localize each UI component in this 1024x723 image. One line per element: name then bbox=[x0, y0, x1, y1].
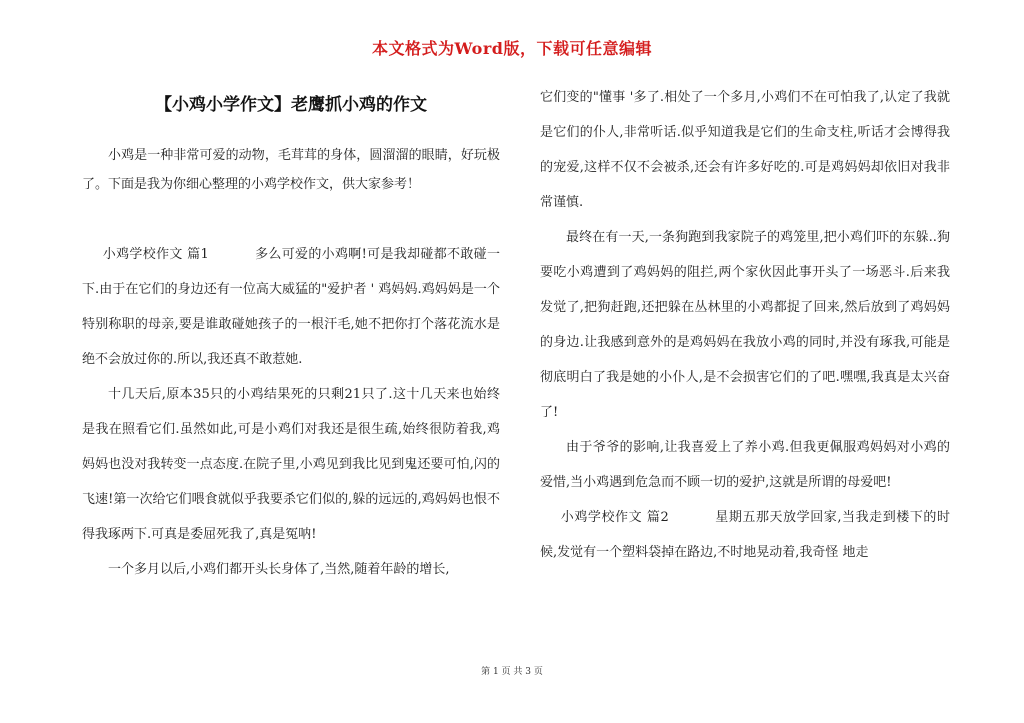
section-2-paragraph bbox=[540, 500, 950, 570]
intro-paragraph: 小鸡是一种非常可爱的动物，毛茸茸的身体，圆溜溜的眼睛，好玩极了。下面是我为你细心整理的小鸡学校作文，供大家参考！ bbox=[82, 148, 500, 192]
section-2-label: 小鸡学校作文 篇2 bbox=[560, 510, 669, 525]
section-1-paragraph bbox=[82, 237, 500, 377]
section-2-text: 星期五那天放学回家,当我走到楼下的时候,发觉有一个塑料袋掉在路边,不时地晃动着,我奇怪 地走 bbox=[540, 510, 950, 560]
paragraph-5: 由于爷爷的影响,让我喜爱上了养小鸡.但我更佩服鸡妈妈对小鸡的爱惜,当小鸡遇到危急而不顾一切的爱护,这就是所谓的母爱吧! bbox=[540, 440, 950, 490]
paragraph-2: 十几天后,原本35只的小鸡结果死的只剩21只了.这十几天来也始终是我在照看它们.虽然如此,可是小鸡们对我还是很生疏,始终很防着我,鸡妈妈也没对我转变一点态度.在院子里,小鸡见到我比见到鬼还要可怕,闪的飞速!第一次给它们喂食就似乎我要杀它们似的,躲的远远的,鸡妈妈也恨不得我琢两下.可真是委屈死我了,真是冤呐! bbox=[82, 387, 500, 542]
paragraph-3: 一个多月以后,小鸡们都开头长身体了,当然,随着年龄的增长, bbox=[108, 562, 450, 577]
continuation-paragraph: 它们变的"懂事 '多了.相处了一个多月,小鸡们不在可怕我了,认定了我就是它们的仆人,非常听话.似乎知道我是它们的生命支柱,听话才会博得我的宠爱,这样不仅不会被杀,还会有许多好吃的.可是鸡妈妈却依旧对我非常谨慎. bbox=[540, 90, 950, 210]
spacer bbox=[82, 199, 500, 237]
right-column bbox=[540, 80, 950, 570]
page-number-footer: 第 1 页 共 3 页 bbox=[481, 667, 543, 677]
article-title: 【小鸡小学作文】老鹰抓小鸡的作文 bbox=[155, 95, 427, 115]
left-column bbox=[82, 80, 500, 587]
section-1-text: 多么可爱的小鸡啊!可是我却碰都不敢碰一下.由于在它们的身边还有一位高大威猛的"爱护者 ' 鸡妈妈.鸡妈妈是一个特别称职的母亲,要是谁敢碰她孩子的一根汗毛,她不把你打个落花流水是绝不会放过你的.所以,我还真不敢惹她. bbox=[82, 247, 500, 367]
section-1-label: 小鸡学校作文 篇1 bbox=[102, 247, 209, 262]
word-format-banner: 本文格式为Word版，下载可任意编辑 bbox=[372, 39, 652, 58]
paragraph-4: 最终在有一天,一条狗跑到我家院子的鸡笼里,把小鸡们吓的东躲..狗要吃小鸡遭到了鸡妈妈的阻拦,两个家伙因此事开头了一场恶斗.后来我发觉了,把狗赶跑,还把躲在丛林里的小鸡都捉了回来,然后放到了鸡妈妈的身边.让我感到意外的是鸡妈妈在我放小鸡的同时,并没有琢我,可能是彻底明白了我是她的小仆人,是不会损害它们的了吧.嘿嘿,我真是太兴奋了! bbox=[540, 230, 950, 420]
